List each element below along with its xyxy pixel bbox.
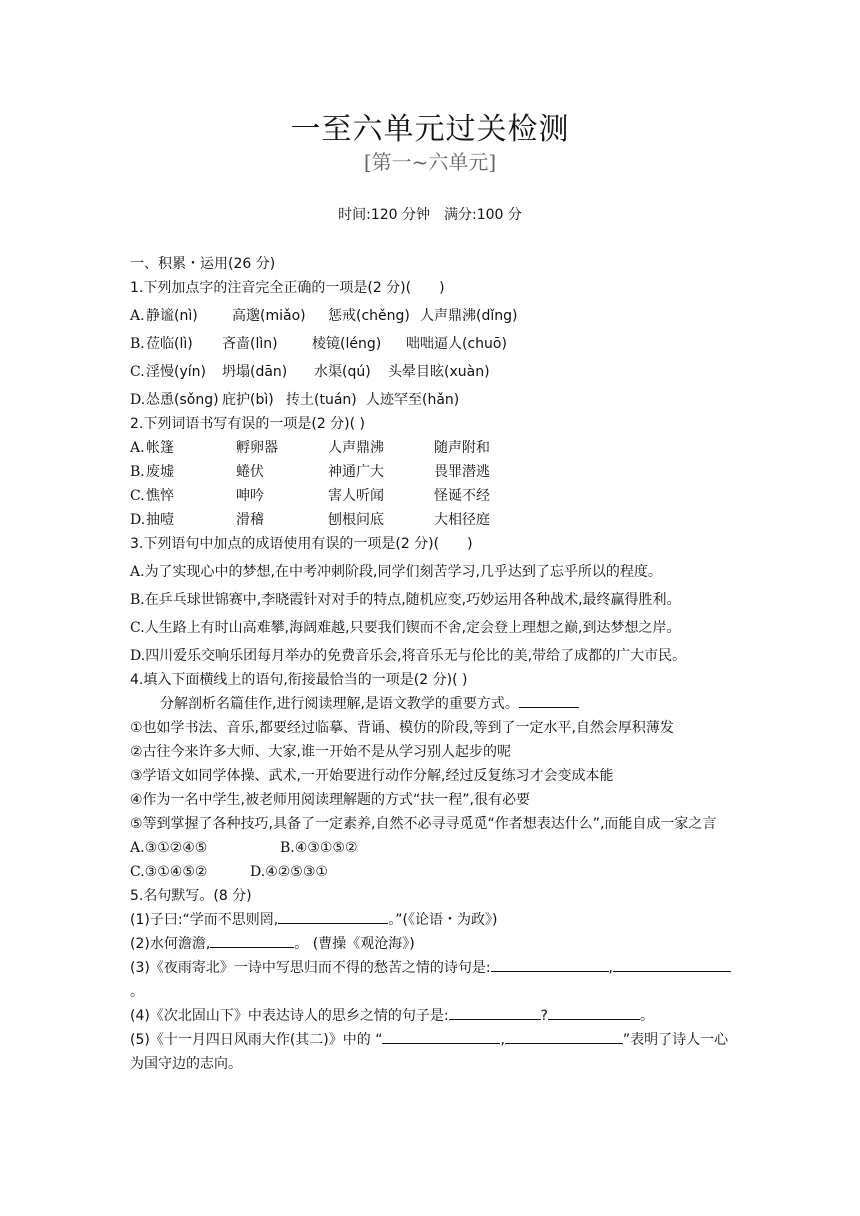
question-3-option-d (130, 644, 736, 668)
option-item: 滑稽 (236, 512, 264, 528)
option-letter: B. (130, 336, 145, 352)
option-text: 在乒乓球世锦赛中,李晓霞针对对手的特点,随机应变,巧妙运用各种战术,最终赢得胜利。 (144, 592, 681, 608)
recite-mid: , (500, 1032, 505, 1048)
answer-blank[interactable] (449, 1005, 541, 1020)
recite-suffix: ”表明了诗人一心为国守边的志向。 (130, 1032, 729, 1072)
option-letter: A. (130, 308, 145, 324)
option-item: 怪诞不经 (434, 488, 490, 504)
option-text: 为了实现心中的梦想,在中考冲刺阶段,同学们刻苦学习,几乎达到了忘乎所以的程度。 (144, 564, 662, 580)
option-item: 孵卵器 (236, 440, 278, 456)
recite-suffix: 。 (130, 984, 144, 1000)
option-item: 人迹罕至(hǎn) (366, 392, 460, 408)
recite-suffix: 。 (639, 1008, 654, 1024)
answer-blank[interactable] (491, 957, 609, 972)
recite-mid: , (608, 960, 613, 976)
option-item: 人声鼎沸 (328, 440, 384, 456)
option-item: 害人听闻 (328, 488, 384, 504)
option-item: 水渠(qú) (314, 364, 371, 380)
answer-blank (519, 693, 579, 708)
question-1-stem: 1.下列加点字的注音完全正确的一项是(2 分)( ) (130, 280, 445, 296)
question-1-option-c (130, 360, 736, 384)
question-2-option-d (130, 508, 736, 532)
option-item: 废墟 (146, 464, 174, 480)
option-item: 大相径庭 (434, 512, 490, 528)
option-item: 抽噎 (146, 512, 174, 528)
question-4-choices-ab (130, 836, 736, 860)
recite-prefix: (5)《十一月四日风雨大作(其二)》中的 “ (130, 1032, 383, 1048)
option-item: 坍塌(dān) (222, 364, 288, 380)
answer-blank[interactable] (548, 1005, 640, 1020)
choice-text: ③①②④⑤ (144, 840, 208, 856)
option-item: 憔悴 (146, 488, 174, 504)
recite-suffix: 。”(《论语・为政》) (388, 912, 498, 928)
question-5-stem: 5.名句默写。(8 分) (130, 888, 252, 904)
question-1-option-b (130, 332, 736, 356)
choice-letter: A. (130, 840, 145, 856)
choice-text: ④②⑤③① (265, 864, 328, 880)
recite-prefix: (3)《夜雨寄北》一诗中写思归而不得的愁苦之情的诗句是: (130, 960, 491, 976)
question-2-option-a (130, 436, 736, 460)
question-3-stem: 3.下列语句中加点的成语使用有误的一项是(2 分)( ) (130, 536, 473, 552)
option-letter: D. (130, 392, 146, 408)
option-item: 高邈(miǎo) (232, 308, 306, 324)
question-1-option-a (130, 304, 736, 328)
question-3-option-c (130, 616, 736, 640)
option-item: 怂恿(sǒng) (146, 392, 219, 408)
option-letter: C. (130, 620, 145, 636)
question-2-option-c (130, 484, 736, 508)
option-letter: A. (130, 440, 145, 456)
passage-text: 分解剖析名篇佳作,进行阅读理解,是语文教学的重要方式。 (160, 696, 519, 712)
sentence-3: ③学语文如同学体操、武术,一开始要进行动作分解,经过反复练习才会变成本能 (130, 768, 614, 784)
option-item: 人声鼎沸(dǐng) (420, 308, 518, 324)
page-subtitle: [第一~六单元] (363, 150, 497, 174)
option-item: 头晕目眩(xuàn) (388, 364, 490, 380)
option-item: 随声附和 (434, 440, 490, 456)
option-letter: A. (130, 564, 145, 580)
option-item: 咄咄逼人(chuō) (406, 336, 507, 352)
option-item: 淫慢(yín) (146, 364, 206, 380)
option-item: 呻吟 (236, 488, 264, 504)
question-3-option-a (130, 560, 736, 584)
recite-suffix: 。 (曹操《观沧海》) (294, 936, 415, 952)
option-item: 畏罪潜逃 (434, 464, 490, 480)
option-text: 四川爱乐交响乐团每月举办的免费音乐会,将音乐无与伦比的美,带给了成都的广大市民。 (145, 648, 687, 664)
answer-blank[interactable] (613, 957, 731, 972)
choice-text: ④③①⑤② (294, 840, 358, 856)
question-4-passage (130, 692, 736, 716)
option-item: 帐篷 (146, 440, 174, 456)
section-heading: 一、积累・运用(26 分) (130, 256, 276, 272)
exam-content (130, 252, 736, 1076)
sentence-5: ⑤等到掌握了各种技巧,具备了一定素养,自然不必寻寻觅觅“作者想表达什么”,而能自成一家之言 (130, 816, 717, 832)
option-item: 静谧(nì) (146, 308, 198, 324)
option-item: 抟土(tuán) (286, 392, 357, 408)
question-4-stem: 4.填入下面横线上的语句,衔接最恰当的一项是(2 分)( ) (130, 672, 468, 688)
option-item: 棱镜(léng) (312, 336, 382, 352)
option-item: 莅临(lì) (146, 336, 193, 352)
answer-blank[interactable] (505, 1029, 623, 1044)
choice-letter: D. (250, 864, 266, 880)
option-item: 吝啬(lìn) (222, 336, 278, 352)
recite-prefix: (2)水何澹澹, (130, 936, 211, 952)
option-letter: D. (130, 648, 146, 664)
choice-text: ③①④⑤② (144, 864, 208, 880)
option-letter: B. (130, 464, 145, 480)
recite-item-3 (130, 956, 736, 1004)
answer-blank[interactable] (278, 909, 388, 924)
page-title: 一至六单元过关检测 (290, 112, 570, 147)
sentence-2: ②古往今来许多大师、大家,谁一开始不是从学习别人起步的呢 (130, 744, 511, 760)
time-info: 时间:120 分钟 满分:100 分 (338, 207, 522, 223)
option-letter: C. (130, 364, 145, 380)
option-item: 庇护(bì) (222, 392, 274, 408)
option-letter: D. (130, 512, 146, 528)
recite-prefix: (4)《次北固山下》中表达诗人的思乡之情的句子是: (130, 1008, 449, 1024)
option-text: 人生路上有时山高难攀,海阔难越,只要我们锲而不舍,定会登上理想之巅,到达梦想之岸。 (144, 620, 681, 636)
question-3-option-b (130, 588, 736, 612)
question-2-option-b (130, 460, 736, 484)
recite-mid: ? (540, 1008, 548, 1024)
question-1-option-d (130, 388, 736, 412)
recite-item-4 (130, 1004, 736, 1028)
recite-prefix: (1)子曰:“学而不思则罔, (130, 912, 279, 928)
answer-blank[interactable] (382, 1029, 500, 1044)
option-item: 刨根问底 (328, 512, 384, 528)
option-letter: C. (130, 488, 145, 504)
recite-item-5 (130, 1028, 736, 1076)
question-2-stem: 2.下列词语书写有误的一项是(2 分)( ) (130, 416, 366, 432)
answer-blank[interactable] (210, 933, 294, 948)
sentence-4: ④作为一名中学生,被老师用阅读理解题的方式“扶一程”,很有必要 (130, 792, 530, 808)
option-letter: B. (130, 592, 145, 608)
option-item: 神通广大 (328, 464, 384, 480)
recite-item-1 (130, 908, 736, 932)
choice-letter: B. (280, 840, 295, 856)
recite-item-2 (130, 932, 736, 956)
choice-letter: C. (130, 864, 145, 880)
sentence-1: ①也如学书法、音乐,都要经过临摹、背诵、模仿的阶段,等到了一定水平,自然会厚积薄发 (130, 720, 674, 736)
option-item: 惩戒(chěng) (328, 308, 410, 324)
option-item: 蜷伏 (236, 464, 264, 480)
question-4-choices-cd (130, 860, 736, 884)
